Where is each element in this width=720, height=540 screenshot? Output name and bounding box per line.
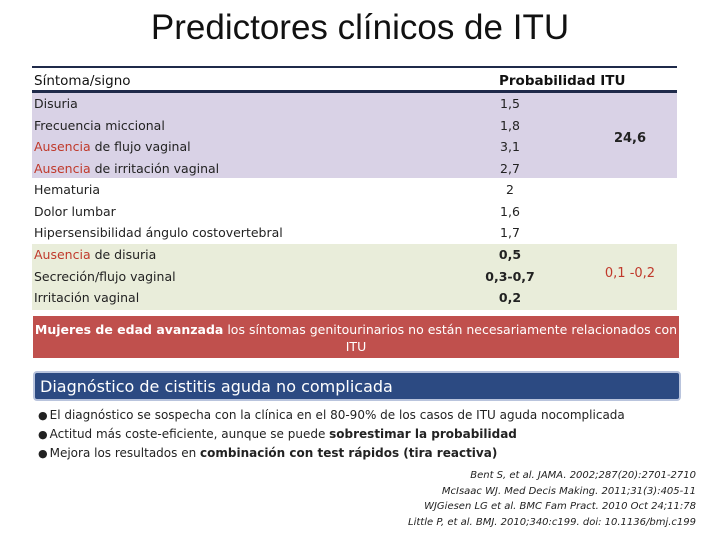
list-item: ● Actitud más coste-eficiente, aunque se puede sobrestimar la probabilidad — [38, 427, 517, 441]
symptom-label: Frecuencia miccional — [34, 117, 165, 133]
symptom-label: Dolor lumbar — [34, 203, 116, 219]
row-value: 1,8 — [500, 117, 520, 133]
bullet-icon: ● — [38, 447, 48, 460]
table-row — [32, 287, 677, 309]
symptom-label: Secreción/flujo vaginal — [34, 268, 176, 284]
group-neutral — [32, 179, 677, 244]
reference-item: McIsaac WJ. Med Decis Making. 2011;31(3):405-11 — [441, 485, 696, 497]
list-item: ● El diagnóstico se sospecha con la clínica en el 80-90% de los casos de ITU aguda nocomplicada — [38, 408, 625, 422]
symptom-label: Ausencia de disuria — [34, 247, 157, 262]
table-row — [32, 136, 677, 158]
symptom-label: Irritación vaginal — [34, 290, 140, 305]
note-text: los síntomas genitourinarios no están necesariamente relacionados con ITU — [223, 322, 678, 354]
table-row — [32, 266, 677, 288]
row-value: 3,1 — [500, 139, 520, 154]
group-negative — [32, 244, 677, 310]
reference-item: WJGiesen LG et al. BMC Fam Pract. 2010 Oct 24;11:78 — [424, 501, 696, 512]
table-row — [32, 93, 677, 115]
row-value: 0,2 — [498, 290, 522, 305]
group-positive — [32, 93, 677, 179]
reference-item: Little P, et al. BMJ. 2010;340:c199. doi: 10.1136/bmj.c199 — [408, 516, 696, 528]
header-probability: Probabilidad ITU — [499, 73, 626, 89]
elderly-note — [33, 316, 679, 358]
row-value: 1,6 — [500, 203, 520, 219]
table-row — [32, 158, 677, 180]
table-row — [32, 222, 677, 244]
row-value: 2 — [506, 182, 514, 197]
symptom-label: Ausencia de flujo vaginal — [34, 139, 191, 154]
symptom-label: Hipersensibilidad ángulo costovertebral — [34, 225, 283, 240]
bullet-icon: ● — [38, 428, 48, 441]
symptom-label: Hematuria — [34, 182, 101, 197]
group-value-negative: 0,1 -0,2 — [604, 266, 656, 281]
row-value: 1,5 — [500, 96, 520, 111]
diagnosis-heading: Diagnóstico de cistitis aguda no complicada — [33, 371, 681, 401]
symptom-label: Ausencia de irritación vaginal — [34, 160, 220, 176]
note-bold: Mujeres de edad avanzada — [34, 322, 224, 337]
page-title: Predictores clínicos de ITU — [150, 8, 570, 47]
row-value: 2,7 — [500, 160, 520, 176]
header-symptom: Síntoma/signo — [34, 73, 131, 89]
symptom-label: Disuria — [34, 96, 78, 111]
table-row — [32, 179, 677, 201]
list-item: ● Mejora los resultados en combinación con test rápidos (tira reactiva) — [38, 446, 498, 460]
references — [300, 468, 696, 530]
group-value-positive: 24,6 — [613, 131, 647, 146]
bullet-icon: ● — [38, 409, 48, 422]
bullet-list — [38, 406, 698, 463]
table-row — [32, 244, 677, 266]
row-value: 0,3-0,7 — [485, 268, 535, 284]
reference-item: Bent S, et al. JAMA. 2002;287(20):2701-2710 — [470, 470, 696, 481]
predictors-table — [32, 66, 677, 310]
row-value: 0,5 — [498, 247, 522, 262]
row-value: 1,7 — [500, 225, 520, 240]
table-row — [32, 115, 677, 137]
table-header — [32, 66, 677, 93]
table-row — [32, 201, 677, 223]
